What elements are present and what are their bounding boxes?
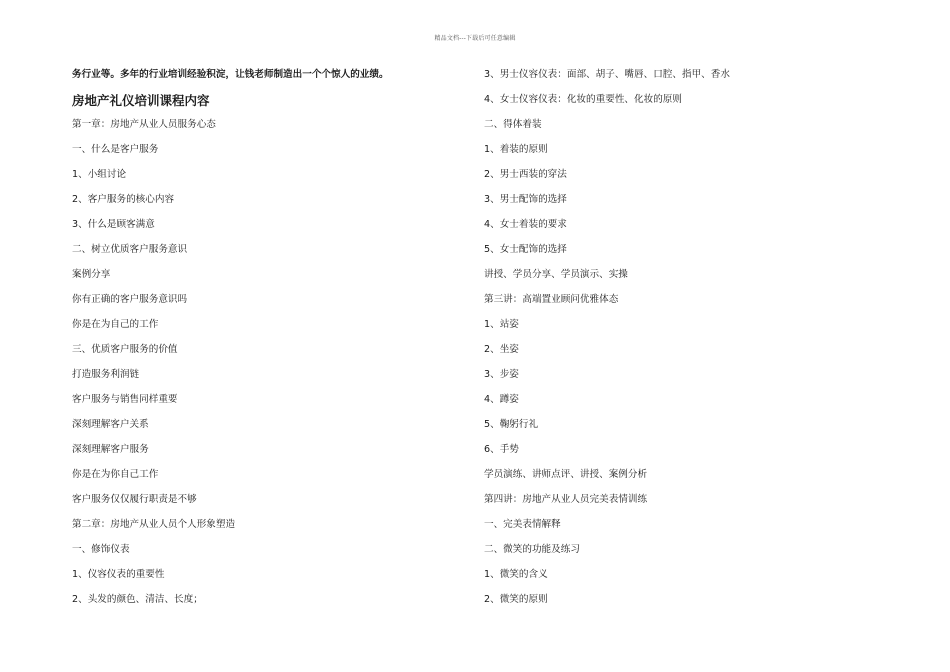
- text-line: 2、坐姿: [484, 344, 519, 355]
- section-heading: 房地产礼仪培训课程内容: [72, 93, 210, 108]
- text-line: 一、修饰仪表: [72, 544, 130, 555]
- text-line: 6、手势: [484, 444, 519, 455]
- text-line: 第一章：房地产从业人员服务心态: [72, 119, 216, 130]
- text-line: 1、微笑的含义: [484, 569, 548, 580]
- text-line: 4、女士仪容仪表：化妆的重要性、化妆的原则: [484, 94, 682, 105]
- text-line: 3、男士配饰的选择: [484, 194, 567, 205]
- text-line: 第三讲：高端置业顾问优雅体态: [484, 294, 619, 305]
- text-line: 二、树立优质客户服务意识: [72, 244, 188, 255]
- text-line: 3、步姿: [484, 369, 519, 380]
- text-line: 4、女士着装的要求: [484, 219, 567, 230]
- text-line: 二、得体着装: [484, 119, 542, 130]
- text-line: 2、男士西装的穿法: [484, 169, 567, 180]
- text-line: 第二章：房地产从业人员个人形象塑造: [72, 519, 236, 530]
- page-header: 精品文档---下载后可任意编辑: [434, 35, 516, 42]
- text-line: 深刻理解客户服务: [72, 444, 149, 455]
- text-line: 三、优质客户服务的价值: [72, 344, 178, 355]
- text-line: 2、客户服务的核心内容: [72, 194, 175, 205]
- text-line: 1、站姿: [484, 319, 519, 330]
- text-line: 1、着装的原则: [484, 144, 548, 155]
- text-line: 3、男士仪容仪表：面部、胡子、嘴唇、口腔、指甲、香水: [484, 69, 730, 80]
- text-line: 一、完美表情解释: [484, 519, 561, 530]
- text-line: 你是在为自己的工作: [72, 319, 159, 330]
- text-line: 你是在为你自己工作: [72, 469, 159, 480]
- text-line: 1、小组讨论: [72, 169, 127, 180]
- text-line: 客户服务仅仅履行职责是不够: [72, 494, 197, 505]
- text-line: 案例分享: [72, 269, 111, 280]
- text-line: 5、鞠躬行礼: [484, 419, 539, 430]
- text-line: 4、蹲姿: [484, 394, 519, 405]
- text-line: 2、头发的颜色、清洁、长度；: [72, 594, 203, 605]
- left-column: [72, 68, 432, 618]
- text-line: 第四讲：房地产从业人员完美表情训练: [484, 494, 648, 505]
- text-line: 打造服务利润链: [72, 369, 140, 380]
- text-line: 二、微笑的功能及练习: [484, 544, 580, 555]
- right-column: [484, 68, 864, 618]
- text-line: 学员演练、讲师点评、讲授、案例分析: [484, 469, 648, 480]
- text-line: 5、女士配饰的选择: [484, 244, 567, 255]
- text-line: 客户服务与销售同样重要: [72, 394, 178, 405]
- text-line: 深刻理解客户关系: [72, 419, 149, 430]
- text-line: 一、什么是客户服务: [72, 144, 159, 155]
- text-line: 3、什么是顾客满意: [72, 219, 155, 230]
- text-line: 2、微笑的原则: [484, 594, 548, 605]
- text-line: 讲授、学员分享、学员演示、实操: [484, 269, 628, 280]
- text-line: 你有正确的客户服务意识吗: [72, 294, 188, 305]
- text-line: 1、仪容仪表的重要性: [72, 569, 165, 580]
- intro-paragraph: 务行业等。多年的行业培训经验积淀，让钱老师制造出一个个惊人的业绩。: [72, 69, 389, 80]
